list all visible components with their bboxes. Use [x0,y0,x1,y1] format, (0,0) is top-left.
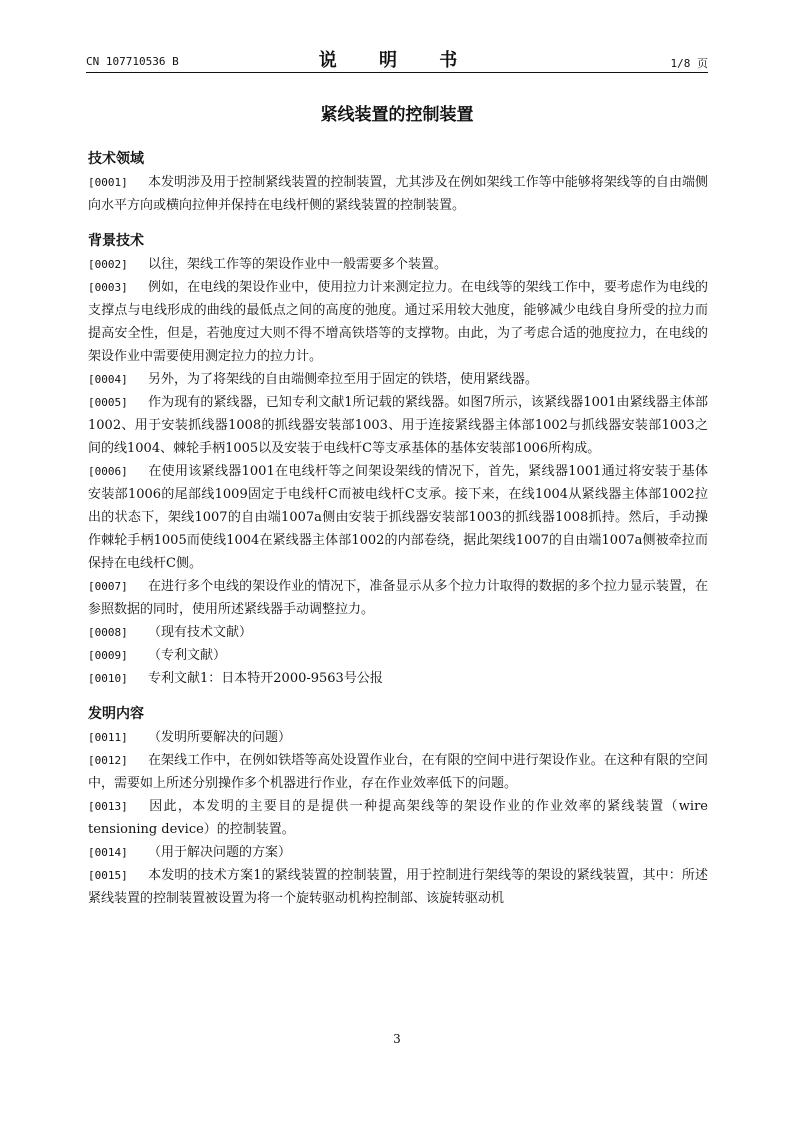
paragraph-number: [0005] [88,396,128,409]
paragraph [88,864,708,910]
page-number: 3 [393,1032,401,1046]
paragraph-number: [0010] [88,672,128,685]
paragraph-text: 专利文献1：日本特开2000-9563号公报 [148,671,383,686]
doc-number: CN 107710536 B [86,55,179,68]
header-rule [86,72,708,73]
paragraph [88,795,708,841]
section-heading: 技术领域 [88,151,144,167]
paragraph [88,276,708,368]
paragraph-text: （现有技术文献） [148,625,253,640]
section [88,230,708,690]
paragraph-number: [0013] [88,800,128,813]
paragraph-text: 以往，架线工作等的架设作业中一般需要多个装置。 [148,257,448,272]
document-title: 紧线装置的控制装置 [320,105,474,125]
paragraph [88,460,708,575]
paragraph-number: [0004] [88,373,128,386]
paragraph-text: 另外，为了将架线的自由端侧牵拉至用于固定的铁塔，使用紧线器。 [148,372,539,387]
paragraph-text: 在使用该紧线器1001在电线杆等之间架设架线的情况下，首先，紧线器1001通过将安装于基体安装部1006的尾部线1009固定于电线杆C而被电线杆C支承。接下来，在线1004从紧线器主体部1002拉出的状态下，架线1007的自由端1007a侧由安装于抓线器安装部1003的抓线器1008抓持。然后，手动操作棘轮手柄1005而使线1004在紧线器主体部1002的内部卷绕，据此架线1007的自由端1007a侧被牵拉而保持在电线杆C侧。 [88,464,708,571]
paragraph [88,621,708,644]
paragraph-text: 本发明涉及用于控制紧线装置的控制装置，尤其涉及在例如架线工作等中能够将架线等的自由端侧向水平方向或横向拉伸并保持在电线杆侧的紧线装置的控制装置。 [88,175,708,213]
paragraph-text: 在架线工作中，在例如铁塔等高处设置作业台，在有限的空间中进行架设作业。在这种有限的空间中，需要如上所述分别操作多个机器进行作业，存在作业效率低下的问题。 [88,753,708,791]
page-indicator: 1/8 页 [670,57,708,70]
section-heading: 背景技术 [88,233,144,249]
paragraph [88,171,708,217]
paragraph-number: [0015] [88,869,128,882]
paragraph-number: [0012] [88,754,128,767]
paragraph-number: [0009] [88,649,128,662]
section [88,703,708,910]
paragraph [88,368,708,391]
paragraph [88,253,708,276]
paragraph-text: （用于解决问题的方案） [148,845,292,860]
paragraph-text: 因此，本发明的主要目的是提供一种提高架线等的架设作业的作业效率的紧线装置（wire tensioning device）的控制装置。 [88,799,708,837]
paragraph-text: 例如，在电线的架设作业中，使用拉力计来测定拉力。在电线等的架线工作中，要考虑作为电线的支撑点与电线形成的曲线的最低点之间的高度的弛度。通过采用较大弛度，能够减少电线自身所受的拉力而提高安全性，但是，若弛度过大则不得不增高铁塔等的支撑物。由此，为了考虑合适的弛度拉力，在电线的架设作业中需要使用测定拉力的拉力计。 [88,280,708,364]
document-body [88,148,708,910]
paragraph [88,841,708,864]
paragraph [88,391,708,460]
paragraph-text: （专利文献） [148,648,227,663]
paragraph [88,726,708,749]
doc-type: 说 明 书 [318,50,476,71]
section [88,148,708,217]
paragraph-number: [0007] [88,580,128,593]
paragraph-number: [0002] [88,258,128,271]
paragraph [88,575,708,621]
paragraph-number: [0008] [88,626,128,639]
paragraph-number: [0014] [88,846,128,859]
paragraph-number: [0011] [88,731,128,744]
paragraph-number: [0006] [88,465,128,478]
paragraph-number: [0001] [88,176,128,189]
section-heading: 发明内容 [88,706,144,722]
paragraph-text: （发明所要解决的问题） [148,730,292,745]
paragraph [88,749,708,795]
paragraph-text: 本发明的技术方案1的紧线装置的控制装置，用于控制进行架线等的架设的紧线装置，其中：所述紧线装置的控制装置被设置为将一个旋转驱动机构控制部、该旋转驱动机 [88,868,708,906]
paragraph [88,667,708,690]
paragraph-number: [0003] [88,281,128,294]
paragraph [88,644,708,667]
paragraph-text: 在进行多个电线的架设作业的情况下，准备显示从多个拉力计取得的数据的多个拉力显示装置，在参照数据的同时，使用所述紧线器手动调整拉力。 [88,579,708,617]
paragraph-text: 作为现有的紧线器，已知专利文献1所记载的紧线器。如图7所示，该紧线器1001由紧线器主体部1002、用于安装抓线器1008的抓线器安装部1003、用于连接紧线器主体部1002与抓线器安装部1003之间的线1004、棘轮手柄1005以及安装于电线杆C等支承基体的基体安装部1006所构成。 [88,395,708,456]
